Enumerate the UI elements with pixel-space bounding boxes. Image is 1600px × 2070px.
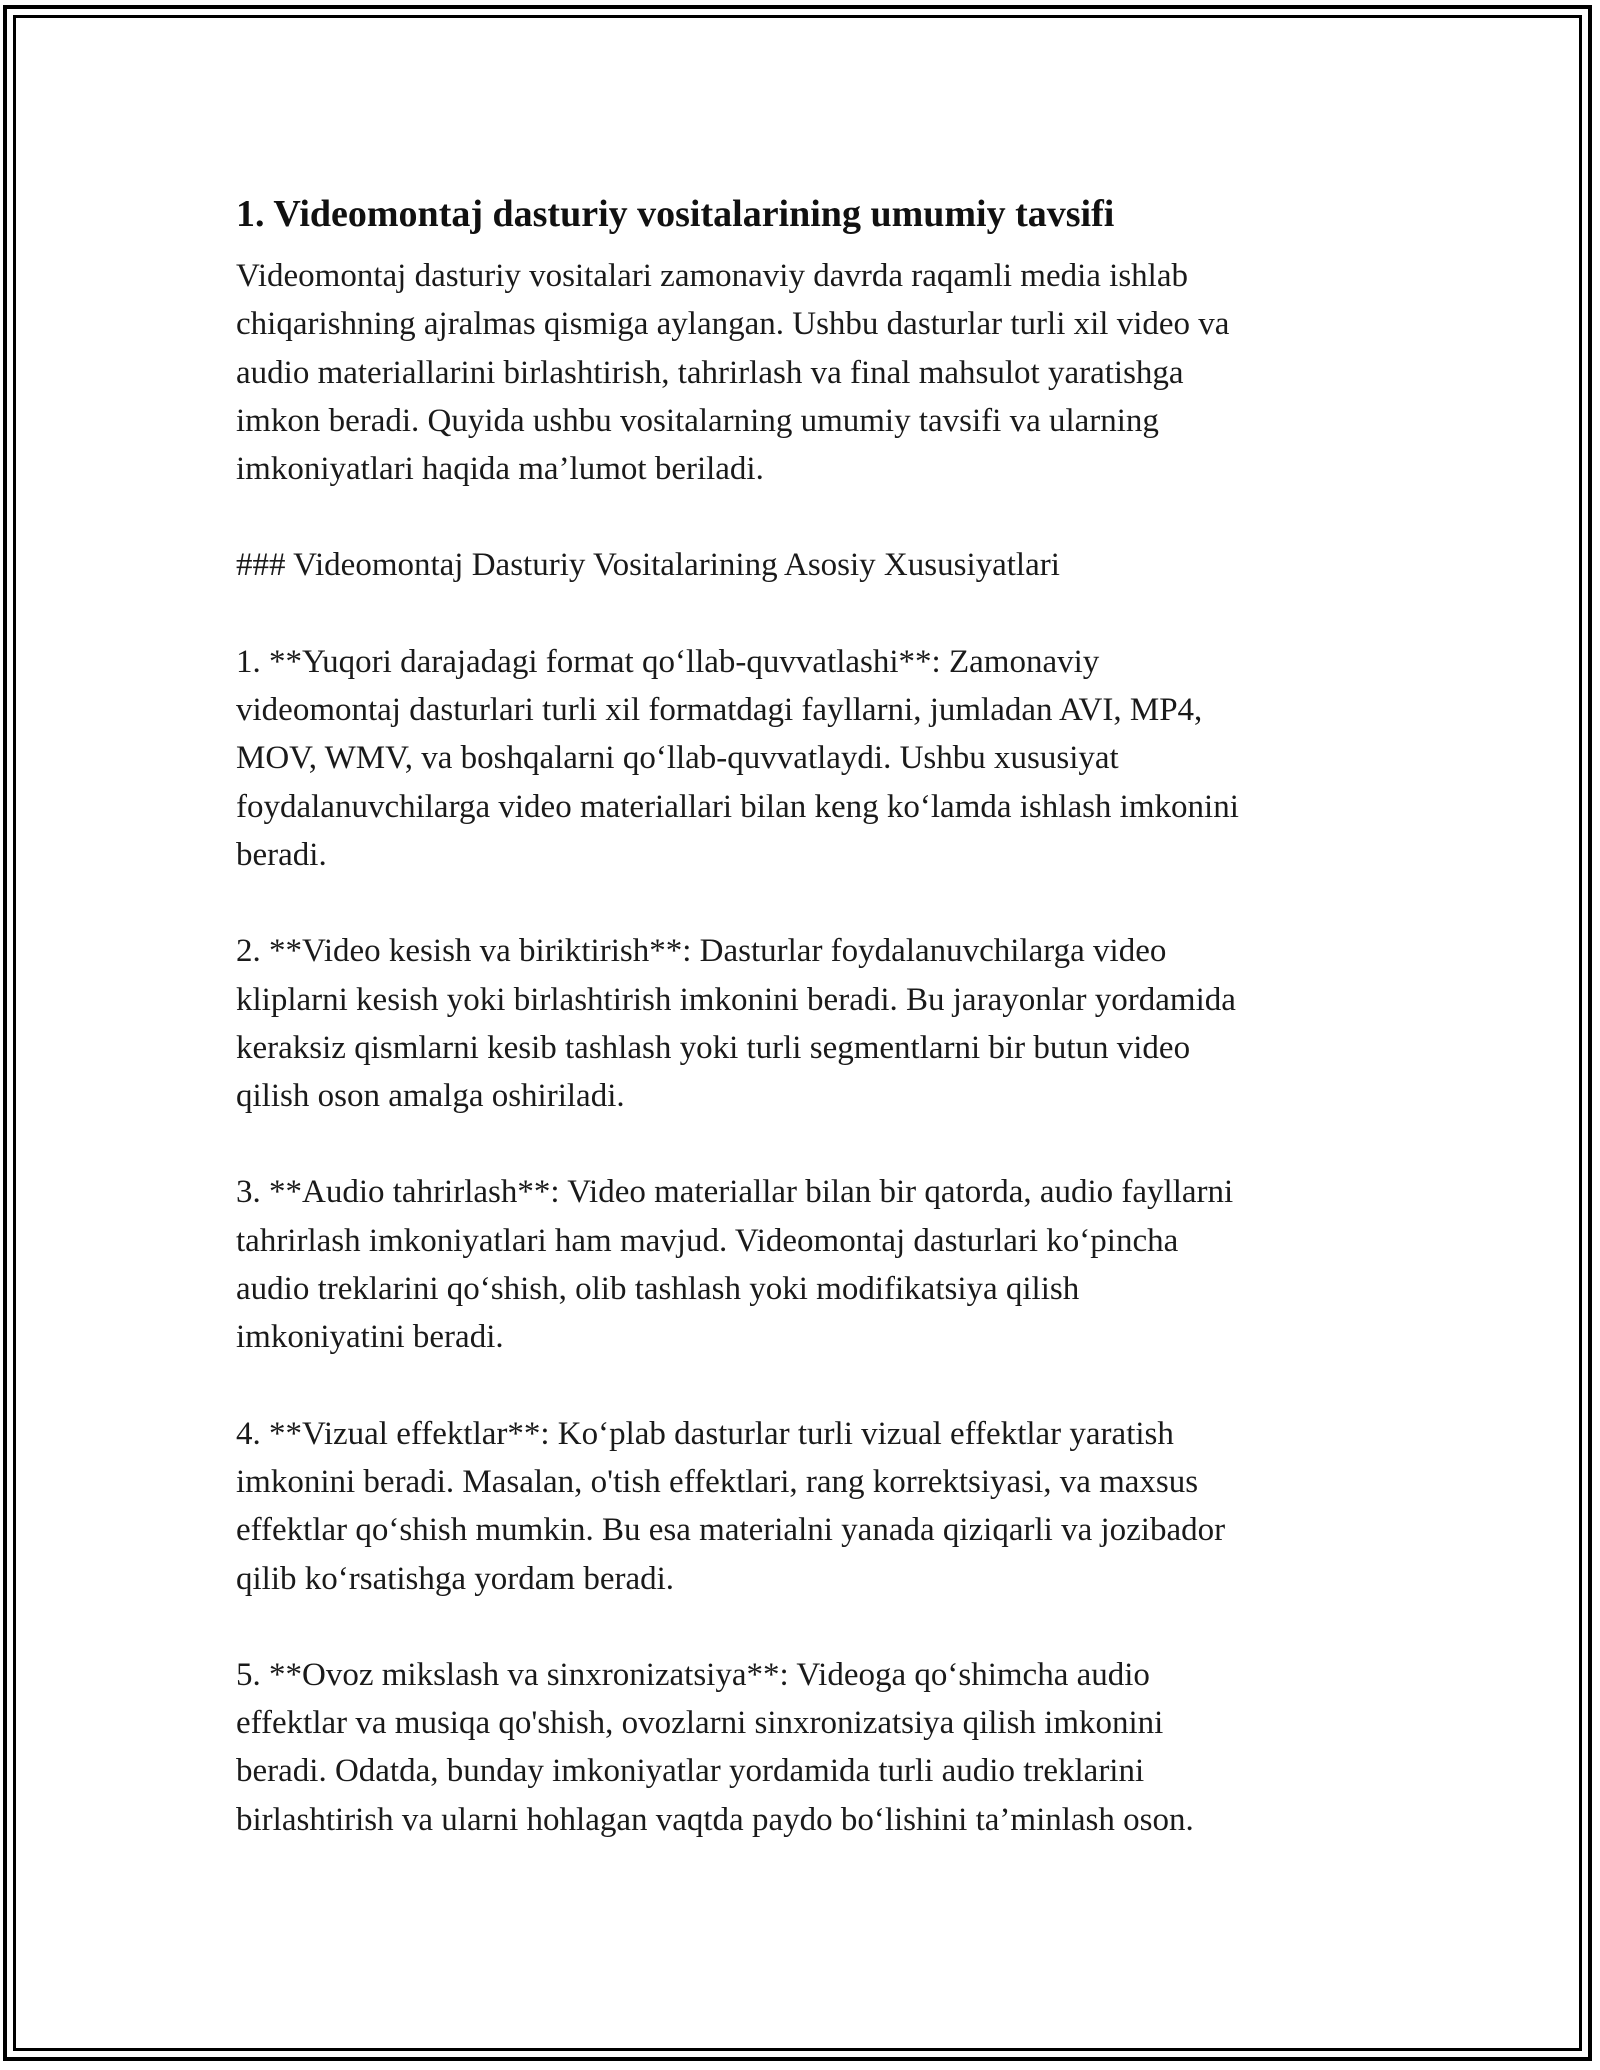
list-item-line: imkoniyatini beradi. [236,1319,504,1356]
list-item-line: MOV, WMV, va boshqalarni qo‘llab-quvvatlaydi. Ushbu xususiyat [236,740,1119,777]
list-item-line: beradi. Odatda, bunday imkoniyatlar yordamida turli audio treklarini [236,1753,1145,1790]
list-item-line: kliplarni kesish yoki birlashtirish imkonini beradi. Bu jarayonlar yordamida [236,981,1236,1018]
intro-paragraph [236,252,1376,493]
list-item-line: qilish oson amalga oshiriladi. [236,1078,625,1115]
list-item-line: videomontaj dasturlari turli xil formatdagi fayllarni, jumladan AVI, MP4, [236,692,1203,729]
list-item-line: effektlar qo‘shish mumkin. Bu esa materialni yanada qiziqarli va jozibador [236,1512,1226,1549]
intro-line: chiqarishning ajralmas qismiga aylangan. Ushbu dasturlar turli xil video va [236,306,1230,343]
list-item [236,638,1376,879]
list-item-line: imkonini beradi. Masalan, o'tish effektlari, rang korrektsiyasi, va maxsus [236,1463,1199,1500]
list-item [236,1410,1376,1603]
list-item-line: effektlar va musiqa qo'shish, ovozlarni sinxronizatsiya qilish imkonini [236,1705,1164,1742]
intro-line: imkon beradi. Quyida ushbu vositalarning umumiy tavsifi va ularning [236,402,1159,439]
intro-line: imkoniyatlari haqida ma’lumot beriladi. [236,451,764,488]
intro-line: audio materiallarini birlashtirish, tahrirlash va final mahsulot yaratishga [236,354,1184,391]
list-item-line: beradi. [236,836,327,873]
list-item-line: 5. **Ovoz mikslash va sinxronizatsiya**: Videoga qo‘shimcha audio [236,1656,1150,1693]
list-item [236,1168,1376,1361]
list-item-line: tahrirlash imkoniyatlari ham mavjud. Videomontaj dasturlari ko‘pincha [236,1222,1179,1259]
list-item-line: 1. **Yuqori darajadagi format qo‘llab-quvvatlashi**: Zamonaviy [236,643,1100,680]
document-title: 1. Videomontaj dasturiy vositalarining umumiy tavsifi [236,193,1115,235]
intro-line: Videomontaj dasturiy vositalari zamonaviy davrda raqamli media ishlab [236,258,1188,294]
list-item-line: qilib ko‘rsatishga yordam beradi. [236,1560,675,1597]
section-subheading [236,541,1376,589]
list-item-line: audio treklarini qo‘shish, olib tashlash yoki modifikatsiya qilish [236,1271,1080,1308]
list-item [236,927,1376,1120]
list-item-line: birlashtirish va ularni hohlagan vaqtda paydo bo‘lishini ta’minlash oson. [236,1801,1194,1838]
list-item-line: 2. **Video kesish va biriktirish**: Dasturlar foydalanuvchilarga video [236,933,1167,970]
list-item-line: keraksiz qismlarni kesib tashlash yoki turli segmentlarni bir butun video [236,1029,1191,1066]
subheading-line: ### Videomontaj Dasturiy Vositalarining Asosiy Xususiyatlari [236,547,1060,584]
document-page [236,186,1376,1892]
list-item-line: foydalanuvchilarga video materiallari bilan keng ko‘lamda ishlash imkonini [236,788,1239,825]
list-item-line: 4. **Vizual effektlar**: Ko‘plab dasturlar turli vizual effektlar yaratish [236,1415,1174,1452]
list-item [236,1651,1376,1844]
list-item-line: 3. **Audio tahrirlash**: Video materiallar bilan bir qatorda, audio fayllarni [236,1174,1234,1211]
